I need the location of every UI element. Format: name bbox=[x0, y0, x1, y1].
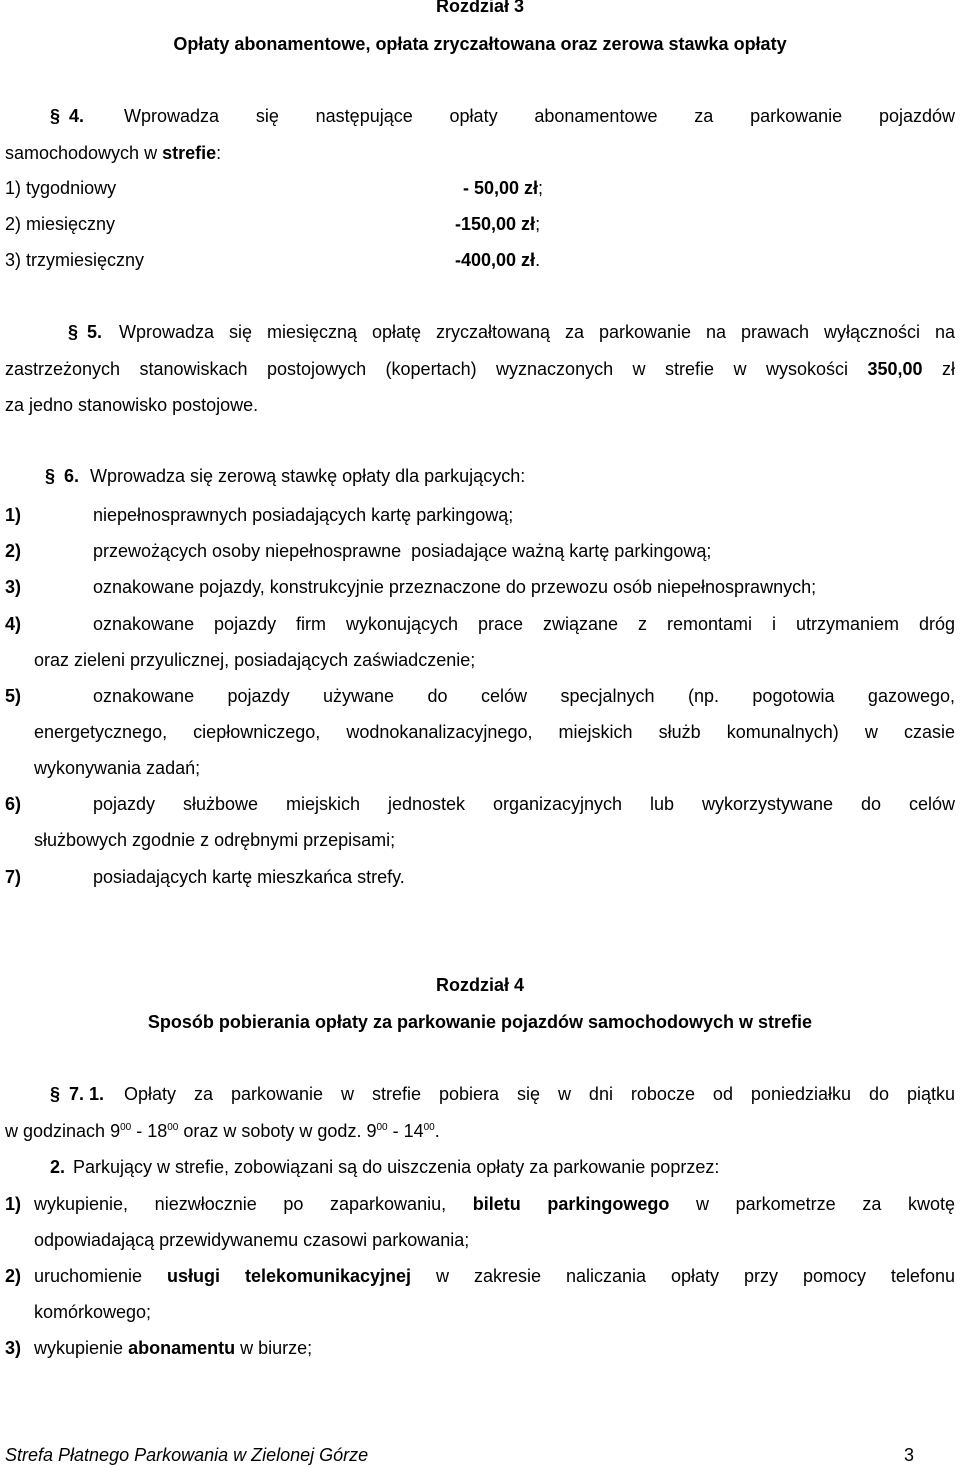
payment-item-2-num: 2) bbox=[5, 1266, 22, 1286]
exempt-item-3-text: oznakowane pojazdy, konstrukcyjnie przeznaczone do przewozu osób niepełnosprawnych; bbox=[93, 577, 817, 597]
exempt-item-2-text: przewożących osoby niepełnosprawne posiadające ważną kartę parkingową; bbox=[93, 541, 712, 561]
chapter-4-heading: Rozdział 4 bbox=[435, 975, 524, 995]
payment-item-2-line-1: uruchomienie usługi telekomunikacyjnej w zakresie naliczania opłaty przy pomocy telefonu bbox=[34, 1266, 955, 1286]
exempt-item-1-num: 1) bbox=[5, 505, 22, 525]
payment-item-1-line-2: odpowiadającą przewidywanemu czasowi parkowania; bbox=[34, 1230, 470, 1250]
paragraph-5-line-1: Wprowadza się miesięczną opłatę zryczałtowaną za parkowanie na prawach wyłączności na bbox=[119, 322, 955, 342]
exempt-item-5-line-2: energetycznego, ciepłowniczego, wodnokanalizacyjnego, miejskich służb komunalnych) w czasie bbox=[34, 722, 955, 742]
paragraph-4-line-2: samochodowych w strefie: bbox=[5, 143, 222, 163]
exempt-item-5-line-1: oznakowane pojazdy używane do celów specjalnych (np. pogotowia gazowego, bbox=[93, 686, 955, 706]
exempt-item-5-num: 5) bbox=[5, 686, 22, 706]
payment-item-1-num: 1) bbox=[5, 1194, 22, 1214]
chapter-3-title: Opłaty abonamentowe, opłata zryczałtowana oraz zerowa stawka opłaty bbox=[173, 34, 787, 54]
paragraph-6-mark: § 6. bbox=[45, 466, 80, 486]
payment-item-3-num: 3) bbox=[5, 1338, 22, 1358]
payment-item-2-line-2: komórkowego; bbox=[34, 1302, 152, 1322]
fee-item-1: 1) tygodniowy bbox=[5, 178, 117, 198]
exempt-item-4-line-2: oraz zieleni przyulicznej, posiadających zaświadczenie; bbox=[34, 650, 476, 670]
paragraph-5-mark: § 5. bbox=[68, 322, 103, 342]
exempt-item-7-num: 7) bbox=[5, 867, 22, 887]
chapter-3-heading: Rozdział 3 bbox=[435, 0, 524, 16]
exempt-item-5-line-3: wykonywania zadań; bbox=[34, 758, 201, 778]
exempt-item-4-num: 4) bbox=[5, 614, 22, 634]
paragraph-7-mark: § 7. 1. bbox=[50, 1084, 105, 1104]
exempt-item-7-text: posiadających kartę mieszkańca strefy. bbox=[93, 867, 405, 887]
fee-amount-1: - 50,00 zł; bbox=[463, 178, 544, 198]
fee-item-2: 2) miesięczny bbox=[5, 214, 116, 234]
exempt-item-2-num: 2) bbox=[5, 541, 22, 561]
paragraph-6-intro: Wprowadza się zerową stawkę opłaty dla parkujących: bbox=[90, 466, 526, 486]
exempt-item-6-line-1: pojazdy służbowe miejskich jednostek organizacyjnych lub wykorzystywane do celów bbox=[93, 794, 955, 814]
paragraph-4-line-1: Wprowadza się następujące opłaty abonamentowe za parkowanie pojazdów bbox=[124, 106, 955, 126]
exempt-item-1-text: niepełnosprawnych posiadających kartę parkingową; bbox=[93, 505, 514, 525]
payment-item-3-line-1: wykupienie abonamentu w biurze; bbox=[34, 1338, 313, 1358]
paragraph-7-2-mark: 2. bbox=[50, 1157, 66, 1177]
fee-amount-3: -400,00 zł. bbox=[455, 250, 541, 270]
fee-amount-2: -150,00 zł; bbox=[455, 214, 541, 234]
fee-item-3: 3) trzymiesięczny bbox=[5, 250, 145, 270]
chapter-4-title: Sposób pobierania opłaty za parkowanie pojazdów samochodowych w strefie bbox=[147, 1012, 813, 1032]
paragraph-4-mark: § 4. bbox=[50, 106, 85, 126]
payment-item-1-line-1: wykupienie, niezwłocznie po zaparkowaniu, biletu parkingowego w parkometrze za kwotę bbox=[34, 1194, 955, 1214]
paragraph-7-hours: w godzinach $9^{00} - 18^{00}$ oraz w soboty w godz. $9^{00} - 14^{00}$. bbox=[5, 1121, 440, 1141]
exempt-item-3-num: 3) bbox=[5, 577, 22, 597]
footer-document-title: Strefa Płatnego Parkowania w Zielonej Górze bbox=[5, 1445, 369, 1465]
exempt-item-6-num: 6) bbox=[5, 794, 22, 814]
exempt-item-4-line-1: oznakowane pojazdy firm wykonujących prace związane z remontami i utrzymaniem dróg bbox=[93, 614, 955, 634]
paragraph-5-line-3: za jedno stanowisko postojowe. bbox=[5, 395, 259, 415]
exempt-item-6-line-2: służbowych zgodnie z odrębnymi przepisami; bbox=[34, 830, 396, 850]
paragraph-7-line-1: Opłaty za parkowanie w strefie pobiera się w dni robocze od poniedziałku do piątku bbox=[124, 1084, 955, 1104]
footer-page-number: 3 bbox=[904, 1445, 915, 1465]
paragraph-7-2-text: Parkujący w strefie, zobowiązani są do uiszczenia opłaty za parkowanie poprzez: bbox=[73, 1157, 720, 1177]
paragraph-5-line-2: zastrzeżonych stanowiskach postojowych (kopertach) wyznaczonych w strefie w wysokości 350,00 zł bbox=[5, 359, 955, 379]
